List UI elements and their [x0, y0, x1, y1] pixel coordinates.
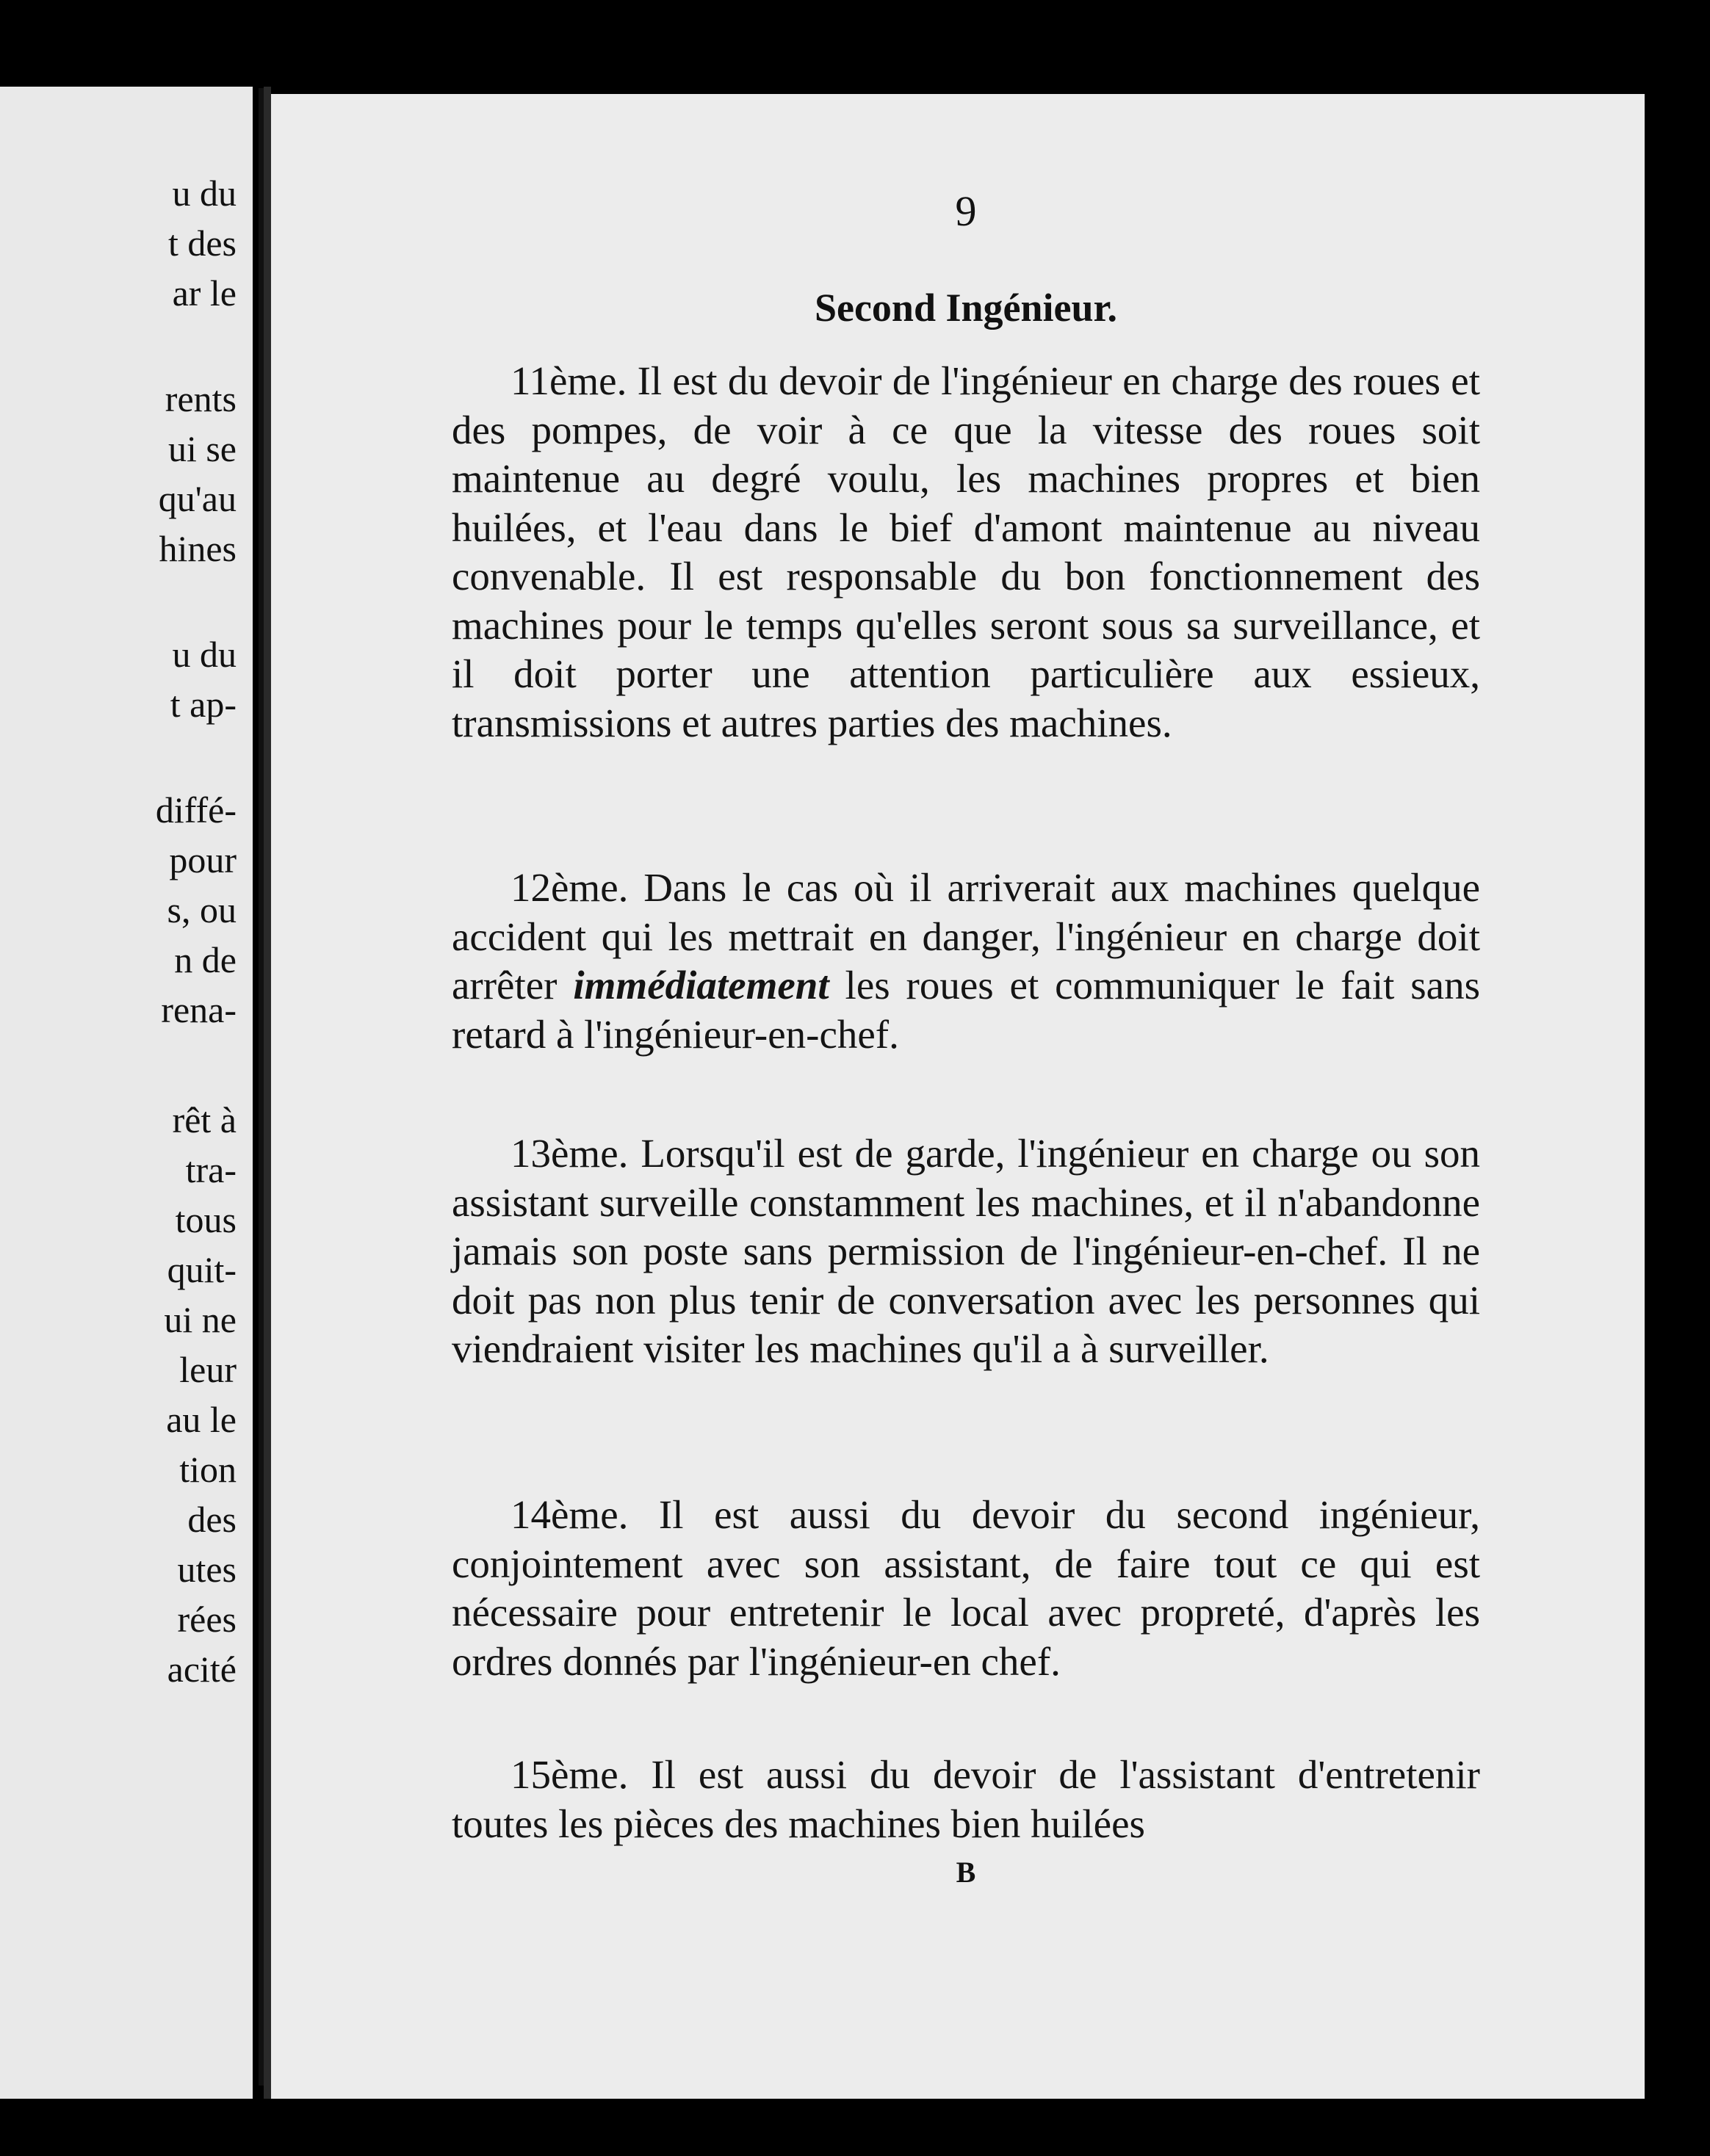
fragment-line: rêt à — [172, 1099, 237, 1140]
signature-mark: B — [956, 1856, 976, 1889]
fragment-line: ar le — [172, 272, 237, 314]
book-gutter-shadow — [264, 87, 271, 2099]
fragment-line: rena- — [161, 989, 237, 1030]
fragment-line: au le — [166, 1399, 237, 1440]
fragment-line: des — [187, 1499, 237, 1540]
fragment-line: ui ne — [164, 1299, 237, 1340]
fragment-line: u du — [172, 173, 237, 214]
fragment-line: hines — [159, 528, 237, 569]
fragment-line: n de — [174, 939, 237, 980]
book-gutter-line — [259, 88, 264, 2086]
fragment-line: s, ou — [167, 889, 237, 930]
article-12-text-after: les roues et communiquer le fait sans retard à l'ingénieur-en-chef. — [452, 963, 1480, 1057]
section-heading: Second Ingénieur. — [814, 286, 1118, 330]
fragment-line: tous — [175, 1199, 237, 1240]
fragment-line: acité — [167, 1649, 237, 1690]
article-15: 15ème. Il est aussi du devoir de l'assistant d'entretenir toutes les pièces des machines bien huilées — [452, 1752, 1480, 1846]
article-12-emphasis: immédiatement — [573, 963, 829, 1008]
fragment-line: tion — [179, 1449, 237, 1490]
article-13: 13ème. Lorsqu'il est de garde, l'ingénieur en charge ou son assistant surveille constamment les machines, et il n'abandonne jamais son poste sans permission de l'ingénieur-en-chef. Il ne doit pas non plus tenir de conversation avec les personnes qui viendraient visiter les machines qu'il a à surveiller. — [452, 1131, 1480, 1371]
previous-page — [0, 87, 253, 2099]
fragment-line: rents — [165, 378, 237, 419]
fragment-line: quit- — [167, 1249, 237, 1290]
article-12 — [452, 864, 1480, 1059]
article-14: 14ème. Il est aussi du devoir du second ingénieur, conjointement avec son assistant, de faire tout ce qui est nécessaire pour entretenir le local avec propreté, d'après les ordres donnés par l'ingénieur-en chef. — [452, 1492, 1480, 1684]
article-11: 11ème. Il est du devoir de l'ingénieur en charge des roues et des pompes, de voir à ce que la vitesse des roues soit maintenue au degré voulu, les machines propres et bien huilées, et l'eau dans le bief d'amont maintenue au niveau convenable. Il est responsable du bon fonctionnement des machines pour le temps qu'elles seront sous sa surveillance, et il doit porter une attention particulière aux essieux, transmissions et autres parties des machines. — [452, 358, 1480, 745]
document-page — [271, 94, 1645, 2099]
page-number: 9 — [955, 187, 977, 235]
fragment-line: ui se — [167, 428, 237, 469]
fragment-line: u du — [172, 634, 237, 675]
fragment-line: tra- — [185, 1149, 237, 1190]
fragment-line: utes — [177, 1549, 237, 1590]
fragment-line: rées — [177, 1599, 237, 1640]
article-12-text-before: 12ème. Dans le cas où il arriverait aux machines quelque accident qui les mettrait en danger, l'ingénieur en charge doit arrêter — [452, 865, 1480, 1008]
fragment-line: qu'au — [158, 478, 237, 519]
fragment-line: diffé- — [155, 789, 237, 831]
fragment-line: t des — [167, 223, 237, 264]
fragment-line: leur — [179, 1349, 237, 1390]
fragment-line: pour — [169, 839, 237, 880]
fragment-line: t ap- — [170, 684, 237, 725]
